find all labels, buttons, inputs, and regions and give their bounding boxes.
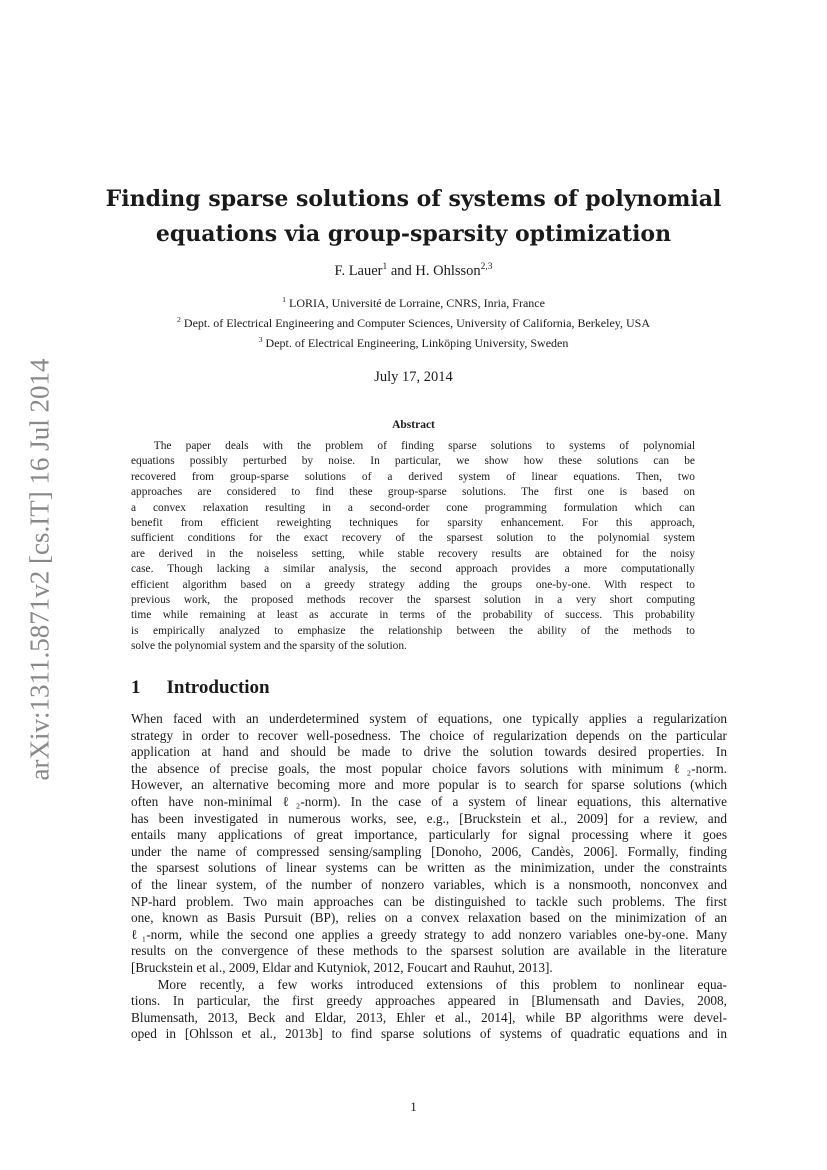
text-line: has been investigated in numerous works, see, e.g., [Bruckstein et al., 2009] for a review, and (131, 810, 727, 826)
affil-text: Dept. of Electrical Engineering and Computer Sciences, University of California, Berkeley, USA (180, 316, 650, 330)
text-line: benefit from efficient reweighting techniques for sparsity enhancement. For this approach, (131, 517, 695, 529)
text-line: previous work, the proposed methods recover the sparsest solution in a very short computing (131, 594, 695, 606)
text-line: solve the polynomial system and the sparsity of the solution. (131, 640, 407, 653)
text-line: entails many applications of great importance, particularly for signal processing where it goes (131, 827, 727, 843)
paper-title-line-1: Finding sparse solutions of systems of polynomial (105, 186, 722, 212)
text-line: NP-hard problem. Two main approaches can be distinguished to tackle such problems. The first (131, 893, 727, 909)
section-heading (131, 677, 270, 699)
text-line: recovered from group-sparse solutions of a derived system of linear equations. Then, two (131, 470, 695, 483)
text-line: the sparsest solutions of linear systems can be written as the minimization, under the constraints (131, 860, 727, 876)
authors (0, 262, 827, 280)
paper-title-line-2: equations via group-sparsity optimization (155, 221, 672, 247)
authors-and: and (387, 262, 416, 279)
author-1-affil: 1 (382, 262, 388, 272)
text-line: More recently, a few works introduced extensions of this problem to nonlinear equa- (131, 976, 727, 992)
text-line: one, known as Basis Pursuit (BP), relies on a convex relaxation based on the minimization of an (131, 910, 727, 926)
text-line: is empirically analyzed to emphasize the relationship between the ability of the methods to (131, 624, 695, 637)
affil-text: Dept. of Electrical Engineering, Linköping University, Sweden (262, 336, 569, 350)
author-2-affil: 2,3 (480, 262, 493, 272)
text-line: strategy in order to recover well-posedness. The choice of regularization depends on the particular (131, 727, 727, 743)
text-line: of the linear system, of the number of nonzero variables, which is a nonsmooth, nonconvex and (131, 877, 727, 892)
text-line: When faced with an underdetermined system of equations, one typically applies a regularization (131, 711, 727, 726)
text-line: approaches are considered to find these group-sparse solutions. The first one is based on (131, 486, 695, 499)
text-line: oped in [Ohlsson et al., 2013b] to find sparse solutions of systems of quadratic equations and in (131, 1026, 727, 1042)
text-line: sufficient conditions for the exact recovery of the sparsest solution to the polynomial system (131, 532, 695, 545)
author-1: F. Lauer (334, 262, 383, 279)
page-number: 1 (410, 1099, 417, 1114)
affil-sup: 1 (282, 295, 286, 304)
text-line: However, an alternative becoming more and more popular is to search for sparse solutions (which (131, 777, 727, 793)
author-2: H. Ohlsson (415, 262, 481, 279)
text-line: tions. In particular, the first greedy approaches appeared in [Blumensath and Davies, 2008, (131, 993, 727, 1009)
section-number: 1 (131, 677, 141, 698)
affil-sup: 2 (177, 315, 181, 324)
text-line: under the name of compressed sensing/sampling [Donoho, 2006, Candès, 2006]. Formally, finding (131, 843, 727, 859)
text-line: a convex relaxation resulting in a second-order cone programming formulation which can (131, 501, 695, 514)
affiliation-2 (0, 315, 827, 331)
text-line: The paper deals with the problem of finding sparse solutions to systems of polynomial (131, 440, 695, 452)
date: July 17, 2014 (374, 369, 453, 385)
affiliation-1 (0, 295, 827, 311)
text-line: are derived in the noiseless setting, while stable recovery results are obtained for the noisy (131, 547, 695, 560)
abstract-heading: Abstract (392, 419, 435, 431)
text-line: case. Though lacking a similar analysis, the second approach provides a more computationally (131, 563, 695, 576)
text-line: the absence of precise goals, the most popular choice favors solutions with minimum ℓ₂-norm. (131, 760, 727, 776)
affiliation-3 (0, 335, 827, 351)
text-line: application at hand and should be made to drive the solution towards desired properties. In (131, 744, 727, 760)
text-line: ℓ₁-norm, while the second one applies a greedy strategy to add nonzero variables one-by-one. Many (131, 926, 727, 942)
affil-text: LORIA, Université de Lorraine, CNRS, Inria, France (285, 296, 545, 310)
text-line: [Bruckstein et al., 2009, Eldar and Kutyniok, 2012, Foucart and Rauhut, 2013]. (131, 960, 553, 975)
text-line: often have non-minimal ℓ₂-norm). In the case of a system of linear equations, this alternative (131, 794, 727, 809)
text-line: results on the convergence of these methods to the sparsest solution are available in the literature (131, 943, 727, 959)
text-line: equations possibly perturbed by noise. In particular, we show how these solutions can be (131, 455, 695, 468)
text-line: efficient algorithm based on a greedy strategy adding the groups one-by-one. With respect to (131, 578, 695, 591)
affil-sup: 3 (258, 335, 263, 344)
text-line: time while remaining at least as accurate in terms of the probability of success. This probability (131, 609, 695, 622)
text-line: Blumensath, 2013, Beck and Eldar, 2013, Ehler et al., 2014], while BP algorithms were devel- (131, 1009, 727, 1025)
section-title: Introduction (166, 677, 270, 698)
arxiv-stamp: arXiv:1311.5871v2 [cs.IT] 16 Jul 2014 (24, 358, 55, 781)
